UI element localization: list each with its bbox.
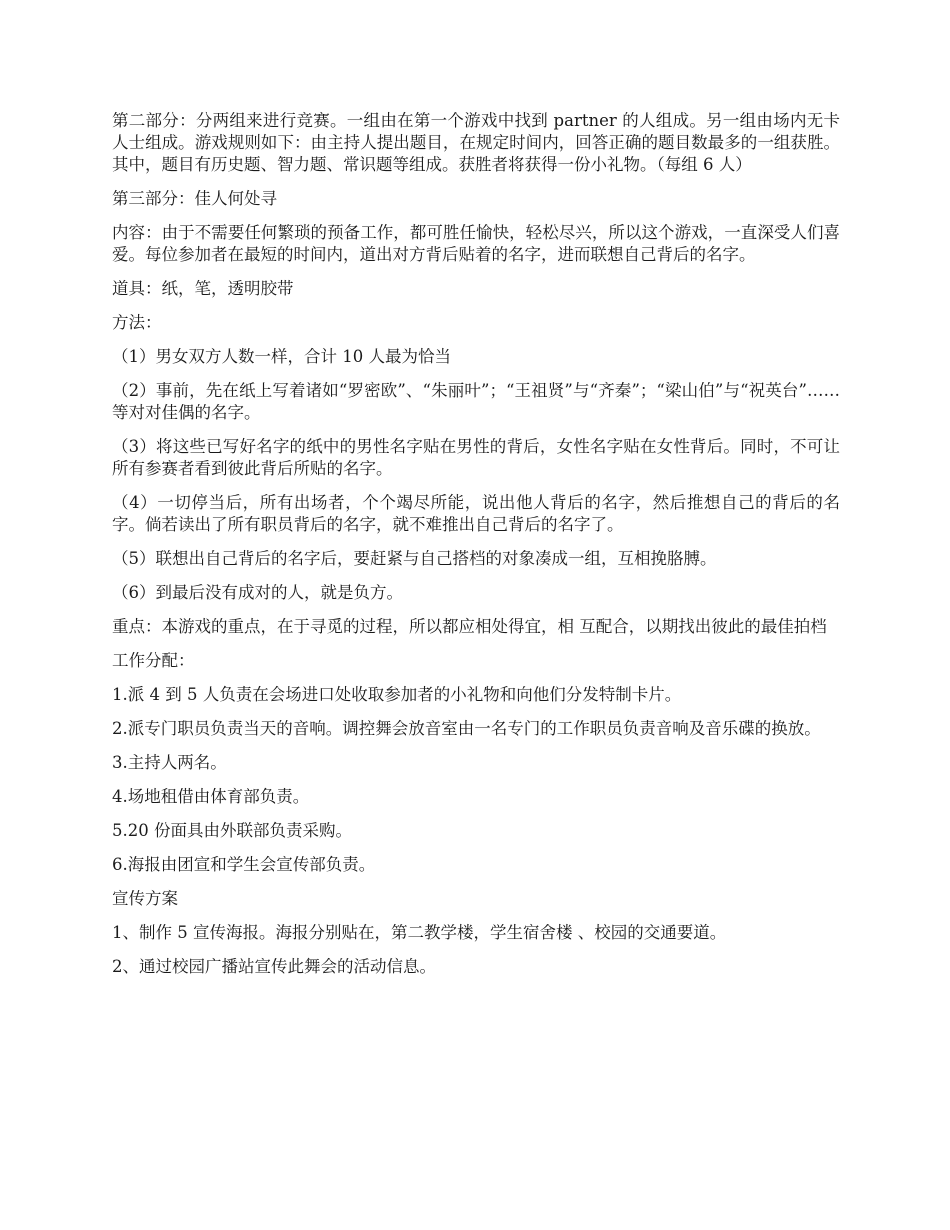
- paragraph-props: 道具：纸，笔，透明胶带: [112, 279, 294, 298]
- paragraph-work-6: 6.海报由团宣和学生会宣传部负责。: [112, 855, 376, 874]
- paragraph-work-2: 2.派专门职员负责当天的音响。调控舞会放音室由一名专门的工作职员负责音响及音乐碟的换放。: [112, 719, 821, 738]
- paragraph-part-three-title: 第三部分：佳人何处寻: [112, 189, 277, 208]
- paragraph-method-3: （3）将这些已写好名字的纸中的男性名字贴在男性的背后，女性名字贴在女性背后。同时，不可让所有参赛者看到彼此背后所贴的名字。: [112, 437, 840, 478]
- paragraph-work-3: 3.主持人两名。: [112, 753, 227, 772]
- paragraph-work-4: 4.场地租借由体育部负责。: [112, 787, 310, 806]
- paragraph-method-1: （1）男女双方人数一样，合计 10 人最为恰当: [112, 347, 451, 366]
- paragraph-method-5: （5）联想出自己背后的名字后，要赶紧与自己搭档的对象凑成一组，互相挽胳膊。: [112, 549, 717, 568]
- document-body: [112, 110, 840, 990]
- paragraph-work-5: 5.20 份面具由外联部负责采购。: [112, 821, 352, 840]
- paragraph-method-4: （4）一切停当后，所有出场者，个个竭尽所能，说出他人背后的名字，然后推想自己的背后的名字。倘若读出了所有职员背后的名字，就不难推出自己背后的名字了。: [112, 493, 840, 534]
- paragraph-content: 内容：由于不需要任何繁琐的预备工作，都可胜任愉快，轻松尽兴，所以这个游戏，一直深受人们喜爱。每位参加者在最短的时间内，道出对方背后贴着的名字，进而联想自己背后的名字。: [112, 223, 840, 264]
- paragraph-method-6: （6）到最后没有成对的人，就是负方。: [112, 583, 403, 602]
- paragraph-method-2: （2）事前，先在纸上写着诸如“罗密欧”、“朱丽叶”；“王祖贤”与“齐秦”；“梁山伯”与“祝英台”……等对对佳偶的名字。: [112, 381, 840, 422]
- paragraph-promo-1: 1、制作 5 宣传海报。海报分别贴在，第二教学楼，学生宿舍楼 、校园的交通要道。: [112, 923, 727, 942]
- paragraph-key-point: 重点：本游戏的重点，在于寻觅的过程，所以都应相处得宜，相 互配合，以期找出彼此的最佳拍档: [112, 617, 827, 636]
- paragraph-promo-heading: 宣传方案: [112, 889, 178, 908]
- paragraph-promo-2: 2、通过校园广播站宣传此舞会的活动信息。: [112, 957, 436, 976]
- paragraph-work-1: 1.派 4 到 5 人负责在会场进口处收取参加者的小礼物和向他们分发特制卡片。: [112, 685, 682, 704]
- paragraph-part-two: 第二部分：分两组来进行竞赛。一组由在第一个游戏中找到 partner 的人组成。另一组由场内无卡人士组成。游戏规则如下：由主持人提出题目，在规定时间内，回答正确的题目数最多的一组获胜。其中，题目有历史题、智力题、常识题等组成。获胜者将获得一份小礼物。（每组 6 人）: [112, 111, 840, 174]
- paragraph-work-heading: 工作分配：: [112, 651, 195, 670]
- paragraph-method-heading: 方法：: [112, 313, 162, 332]
